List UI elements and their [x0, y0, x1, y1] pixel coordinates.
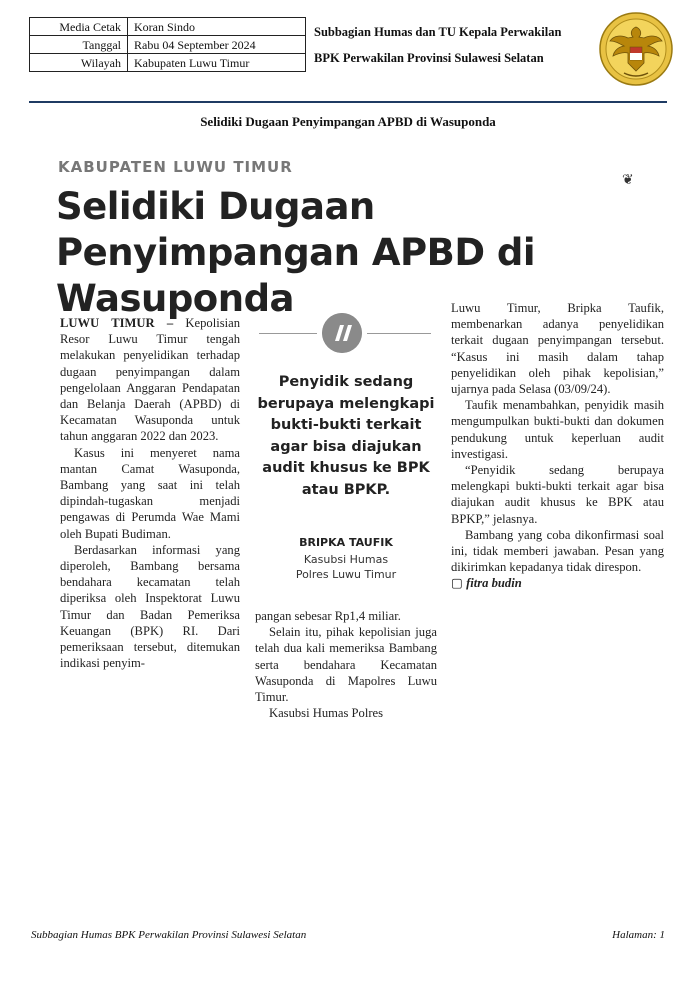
newspaper-clipping: [56, 150, 674, 760]
paragraph: Berdasarkan informasi yang diperoleh, Bambang bersama bendahara kecamatan telah diperiksa oleh Inspektorat Luwu Timur dan Badan Pemeriksa Keuangan (BPK) RI. Dari pemeriksaan tersebut, ditemukan indikasi penyim-: [60, 542, 240, 671]
paragraph: pangan sebesar Rp1,4 miliar.: [255, 609, 401, 623]
garuda-emblem-icon: [598, 11, 674, 87]
media-info-table: [29, 17, 306, 72]
article-kicker: KABUPATEN LUWU TIMUR: [58, 158, 293, 176]
byline-box-icon: ▢: [451, 576, 463, 591]
media-info-row: [30, 54, 306, 72]
quote-role-line: Polres Luwu Timur: [295, 568, 397, 581]
clipping-title: Selidiki Dugaan Penyimpangan APBD di Wasuponda: [200, 114, 496, 129]
article-column-3: [451, 300, 664, 592]
media-info-row: [30, 36, 306, 54]
paragraph: Luwu Timur, Bripka Taufik, membenarkan adanya penyelidikan terkait dugaan penyimpangan tersebut. “Kasus ini masih dalam tahap penyelidikan oleh pihak kepolisian,” ujarnya pada Selasa (03/09/24).: [451, 301, 664, 397]
office-line-2: BPK Perwakilan Provinsi Sulawesi Selatan: [314, 51, 544, 65]
quote-mark-icon: [322, 313, 362, 353]
office-line-1: Subbagian Humas dan TU Kepala Perwakilan: [314, 25, 562, 39]
header-divider: [29, 101, 667, 103]
article-headline: Selidiki Dugaan Penyimpangan APBD di Wasuponda: [56, 185, 536, 320]
office-header: [314, 19, 561, 71]
quote-role: [255, 552, 437, 582]
article-column-2: [255, 608, 437, 721]
footer-office: Subbagian Humas BPK Perwakilan Provinsi Sulawesi Selatan: [31, 929, 307, 941]
paragraph: Kasubsi Humas Polres: [269, 706, 384, 721]
page-number: Halaman: 1: [612, 929, 665, 941]
media-info-value: Kabupaten Luwu Timur: [128, 54, 306, 72]
media-info-label: Tanggal: [30, 36, 128, 54]
pull-quote: Penyidik sedang berupaya melengkapi bukti-bukti terkait agar bisa diajukan audit khusus ke BPK atau BPKP.: [257, 374, 435, 498]
media-info-value: Rabu 04 September 2024: [128, 36, 306, 54]
paragraph: Selain itu, pihak kepolisian juga telah dua kali memeriksa Bambang serta bendahara Kecamatan Wasuponda di Mapolres Luwu Timur.: [255, 625, 437, 705]
article-column-1: [60, 315, 240, 671]
quote-author: BRIPKA TAUFIK: [299, 536, 393, 549]
quote-divider-left: [259, 333, 317, 334]
media-info-row: [30, 18, 306, 36]
quote-divider-right: [367, 333, 431, 334]
byline: fitra budin: [466, 576, 522, 591]
paragraph: Kasus ini menyeret nama mantan Camat Wasuponda, Bambang yang saat ini telah dipindah-tugaskan menjadi pengawas di Perumda Wae Mami oleh Bupati Budiman.: [60, 445, 240, 541]
paragraph: Kepolisian Resor Luwu Timur tengah melakukan penyelidikan terhadap dugaan penyimpangan dalam pengelolaan Anggaran Pendapatan dan Belanja Daerah (APBD) di Kecamatan Wasuponda untuk tahun anggaran 2022 dan 2023.: [60, 316, 240, 444]
dateline: LUWU TIMUR –: [60, 316, 174, 330]
media-info-value: Koran Sindo: [128, 18, 306, 36]
print-mark-icon: ❦: [622, 173, 634, 188]
paragraph: Bambang yang coba dikonfirmasi soal ini, tidak memberi jawaban. Pesan yang dikirimkan kepadanya tidak direspon.: [451, 527, 664, 575]
media-info-label: Wilayah: [30, 54, 128, 72]
media-info-label: Media Cetak: [30, 18, 128, 36]
paragraph: Taufik menambahkan, penyidik masih mengumpulkan bukti-bukti dan dokumen pendukung untuk keperluan audit investigasi.: [451, 398, 664, 461]
quote-role-line: Kasubsi Humas: [303, 553, 389, 566]
paragraph: “Penyidik sedang berupaya melengkapi bukti-bukti terkait agar bisa diajukan audit khusus ke BPK atau BPKP,” jelasnya.: [451, 463, 664, 526]
